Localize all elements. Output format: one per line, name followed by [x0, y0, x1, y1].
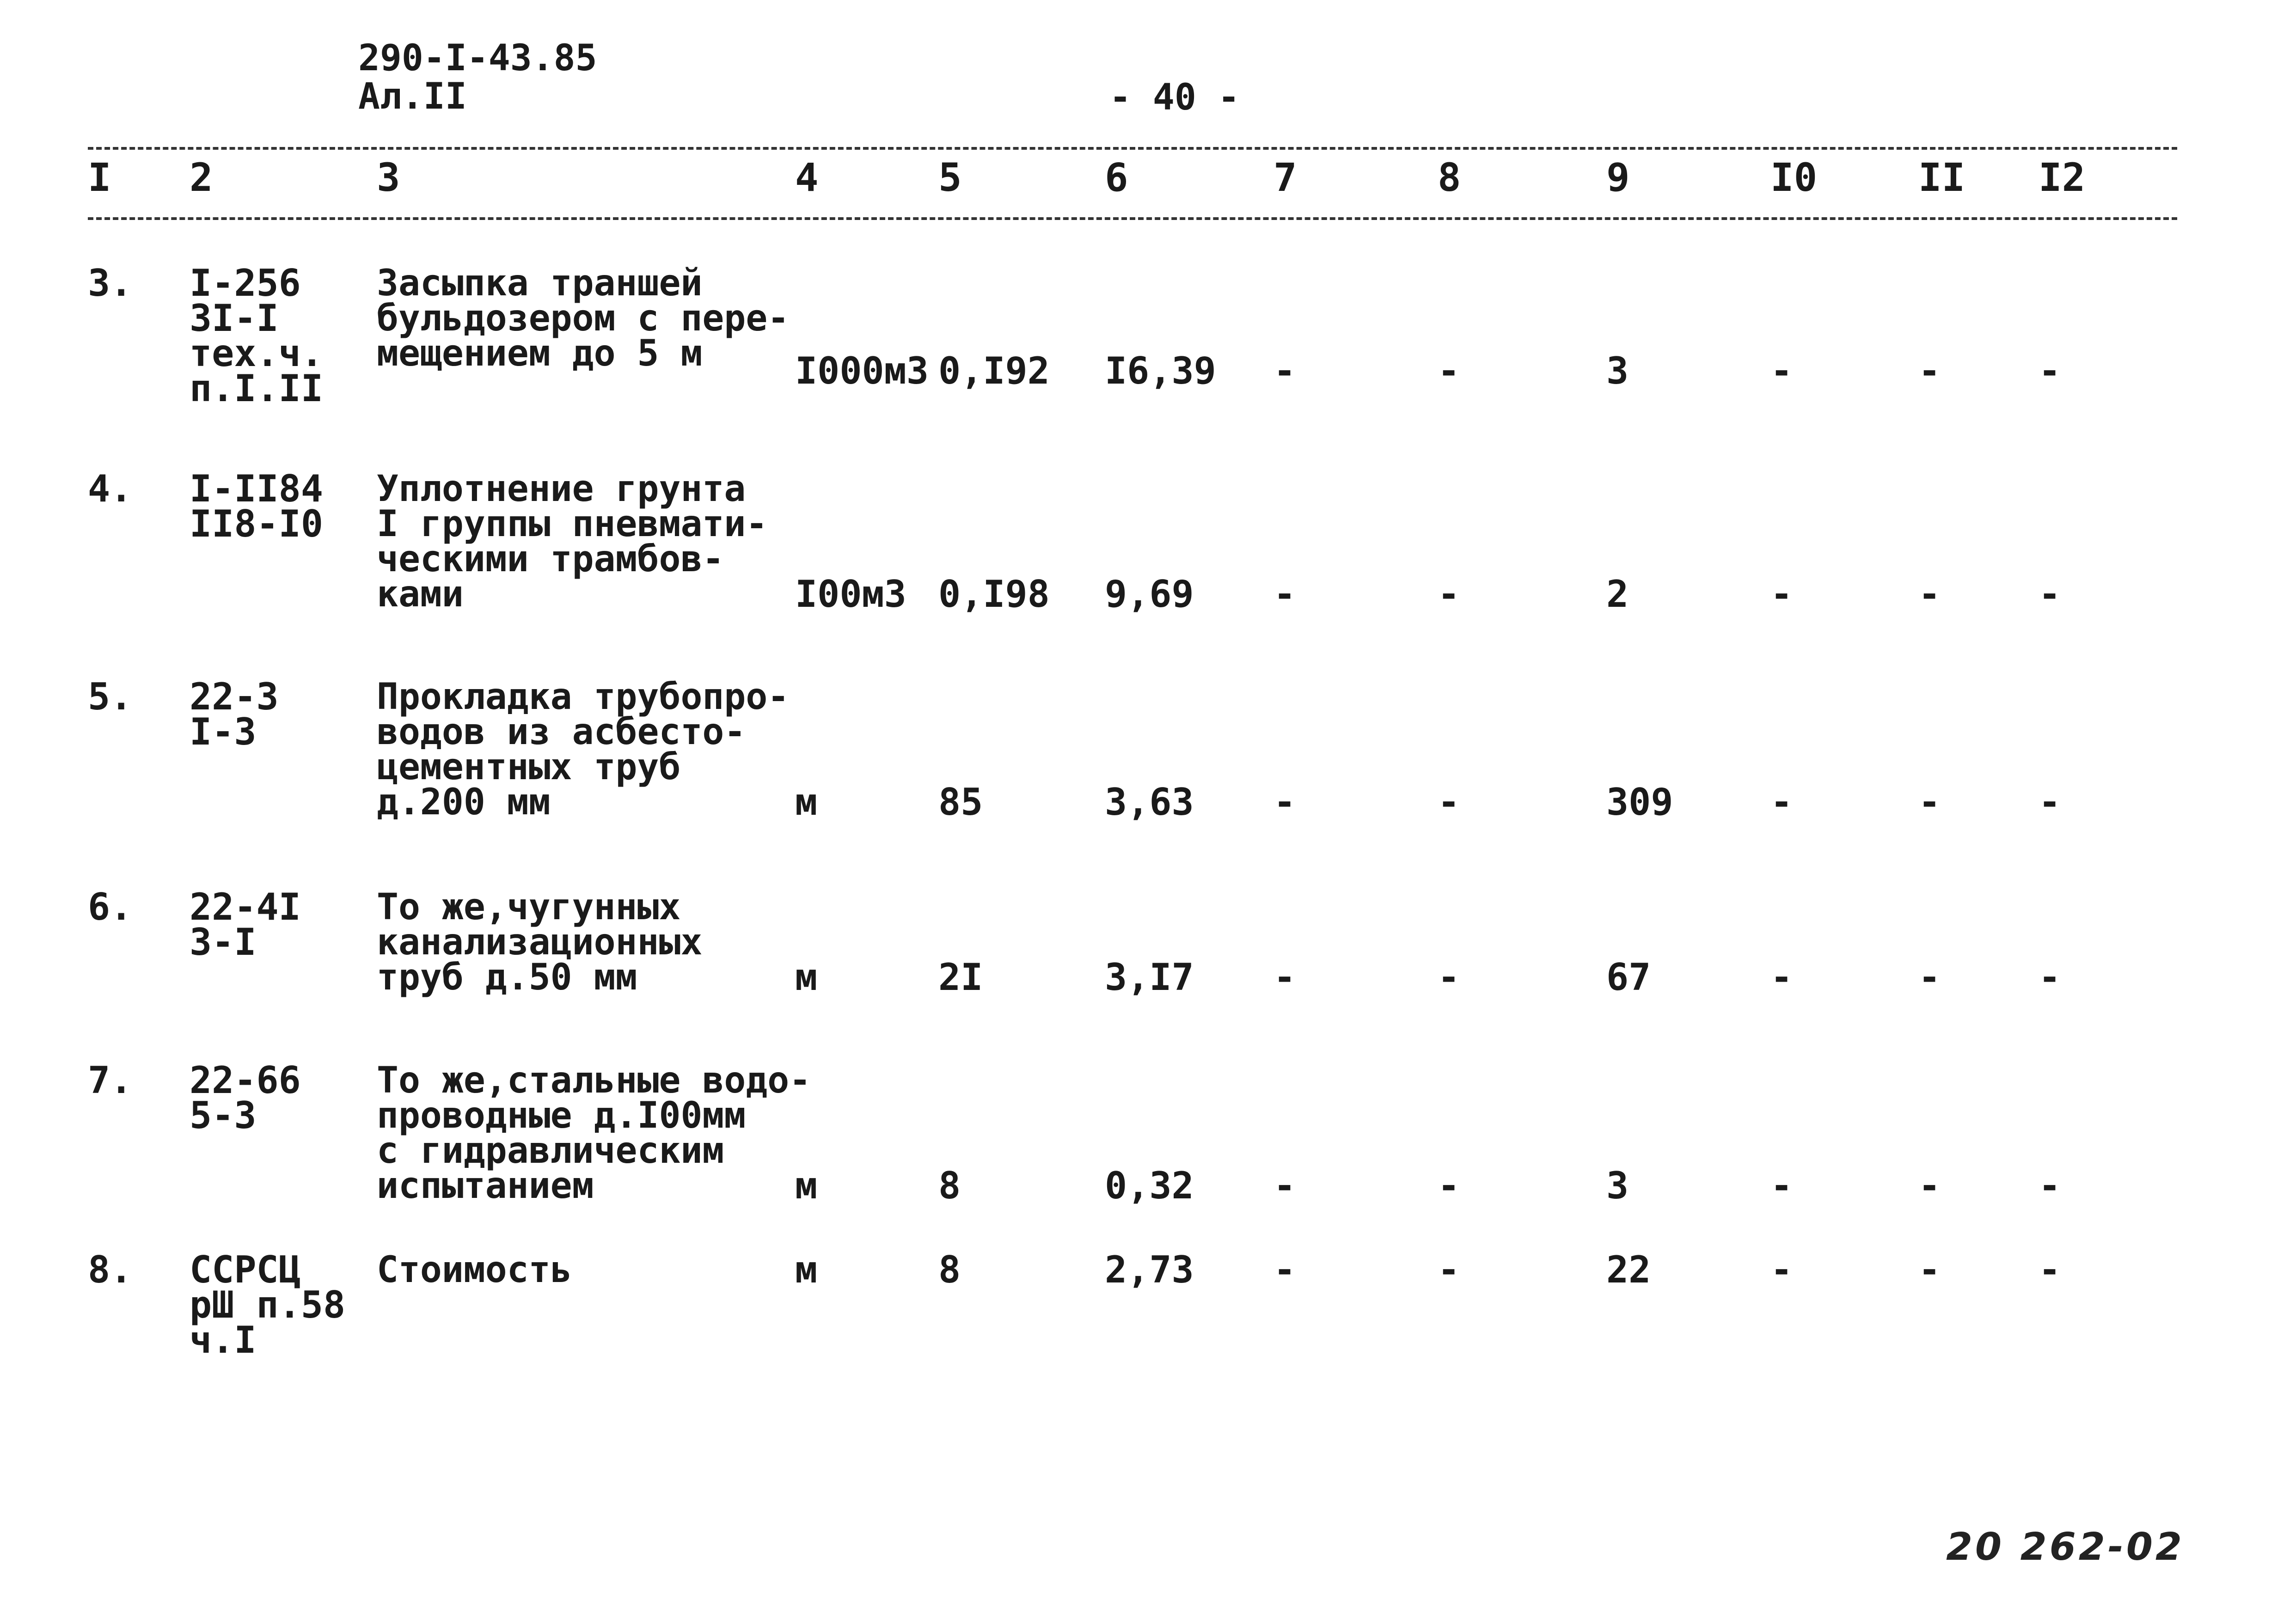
- total-cost: 309: [1606, 781, 1673, 824]
- col-8: -: [1438, 781, 1460, 824]
- work-description: То же,чугунных канализационных труб д.50 мм: [377, 886, 703, 998]
- unit: м: [795, 1248, 818, 1291]
- norm-code: 22-3 I-3: [190, 675, 279, 753]
- norm-code: 22-4I 3-I: [190, 885, 301, 964]
- column-number-7: 7: [1274, 155, 1297, 200]
- row-number: 4.: [88, 467, 133, 510]
- col-10: -: [1770, 956, 1793, 999]
- column-number-4: 4: [795, 155, 819, 200]
- row-number: 5.: [88, 675, 133, 718]
- work-description: Прокладка трубопро- водов из асбесто- цементных труб д.200 мм: [377, 676, 790, 823]
- col-8: -: [1438, 573, 1460, 616]
- unit-price: I6,39: [1105, 349, 1216, 392]
- unit: I00м3: [795, 573, 906, 616]
- doc-code: 290-I-43.85: [358, 37, 597, 79]
- column-number-1: I: [88, 155, 111, 200]
- col-12: -: [2039, 1248, 2061, 1291]
- quantity: 8: [938, 1164, 961, 1207]
- unit-price: 3,I7: [1105, 956, 1194, 999]
- column-number-8: 8: [1438, 155, 1461, 200]
- footer-stamp: 20 262-02: [1946, 1525, 2185, 1569]
- col-11: -: [1918, 349, 1941, 392]
- header-rule-bottom: [88, 217, 2177, 220]
- norm-code: I-256 3I-I тех.ч. п.I.II: [190, 262, 323, 410]
- col-10: -: [1770, 349, 1793, 392]
- sheet-label: Ал.II: [358, 76, 467, 117]
- col-7: -: [1274, 956, 1296, 999]
- unit: м: [795, 956, 818, 999]
- norm-code: 22-66 5-3: [190, 1059, 301, 1137]
- unit-price: 0,32: [1105, 1164, 1194, 1207]
- unit: м: [795, 781, 818, 824]
- work-description: То же,стальные водо- проводные д.I00мм с гидравлическим испытанием: [377, 1060, 811, 1207]
- col-10: -: [1770, 1248, 1793, 1291]
- row-number: 8.: [88, 1248, 133, 1291]
- column-number-5: 5: [938, 155, 962, 200]
- total-cost: 3: [1606, 1164, 1629, 1207]
- col-12: -: [2039, 1164, 2061, 1207]
- quantity: 2I: [938, 956, 983, 999]
- norm-code: ССРСЦ рШ п.58 ч.I: [190, 1248, 346, 1362]
- row-number: 7.: [88, 1059, 133, 1102]
- col-11: -: [1918, 781, 1941, 824]
- header-rule-top: [88, 147, 2177, 150]
- quantity: 8: [938, 1248, 961, 1291]
- total-cost: 22: [1606, 1248, 1651, 1291]
- column-number-10: I0: [1770, 155, 1818, 200]
- column-number-3: 3: [377, 155, 400, 200]
- work-description: Стоимость: [377, 1249, 572, 1291]
- col-12: -: [2039, 781, 2061, 824]
- unit-price: 9,69: [1105, 573, 1194, 616]
- col-10: -: [1770, 1164, 1793, 1207]
- unit-price: 2,73: [1105, 1248, 1194, 1291]
- col-7: -: [1274, 781, 1296, 824]
- col-11: -: [1918, 1248, 1941, 1291]
- col-10: -: [1770, 573, 1793, 616]
- unit: I000м3: [795, 349, 929, 392]
- work-description: Уплотнение грунта I группы пневмати- ческими трамбов- ками: [377, 468, 768, 615]
- norm-code: I-II84 II8-I0: [190, 467, 323, 545]
- col-11: -: [1918, 1164, 1941, 1207]
- quantity: 85: [938, 781, 983, 824]
- col-11: -: [1918, 573, 1941, 616]
- col-12: -: [2039, 349, 2061, 392]
- work-description: Засыпка траншей бульдозером с пере- мещением до 5 м: [377, 263, 790, 374]
- column-number-2: 2: [190, 155, 213, 200]
- column-number-6: 6: [1105, 155, 1128, 200]
- col-12: -: [2039, 956, 2061, 999]
- row-number: 6.: [88, 885, 133, 928]
- quantity: 0,I98: [938, 573, 1050, 616]
- col-8: -: [1438, 1248, 1460, 1291]
- column-number-12: I2: [2039, 155, 2086, 200]
- page-number: - 40 -: [1109, 77, 1240, 118]
- col-7: -: [1274, 349, 1296, 392]
- col-8: -: [1438, 349, 1460, 392]
- quantity: 0,I92: [938, 349, 1050, 392]
- column-number-9: 9: [1606, 155, 1630, 200]
- col-7: -: [1274, 1164, 1296, 1207]
- unit-price: 3,63: [1105, 781, 1194, 824]
- col-7: -: [1274, 1248, 1296, 1291]
- total-cost: 3: [1606, 349, 1629, 392]
- column-number-11: II: [1918, 155, 1965, 200]
- col-11: -: [1918, 956, 1941, 999]
- row-number: 3.: [88, 262, 133, 305]
- col-8: -: [1438, 1164, 1460, 1207]
- col-12: -: [2039, 573, 2061, 616]
- col-10: -: [1770, 781, 1793, 824]
- col-8: -: [1438, 956, 1460, 999]
- col-7: -: [1274, 573, 1296, 616]
- unit: м: [795, 1164, 818, 1207]
- total-cost: 67: [1606, 956, 1651, 999]
- total-cost: 2: [1606, 573, 1629, 616]
